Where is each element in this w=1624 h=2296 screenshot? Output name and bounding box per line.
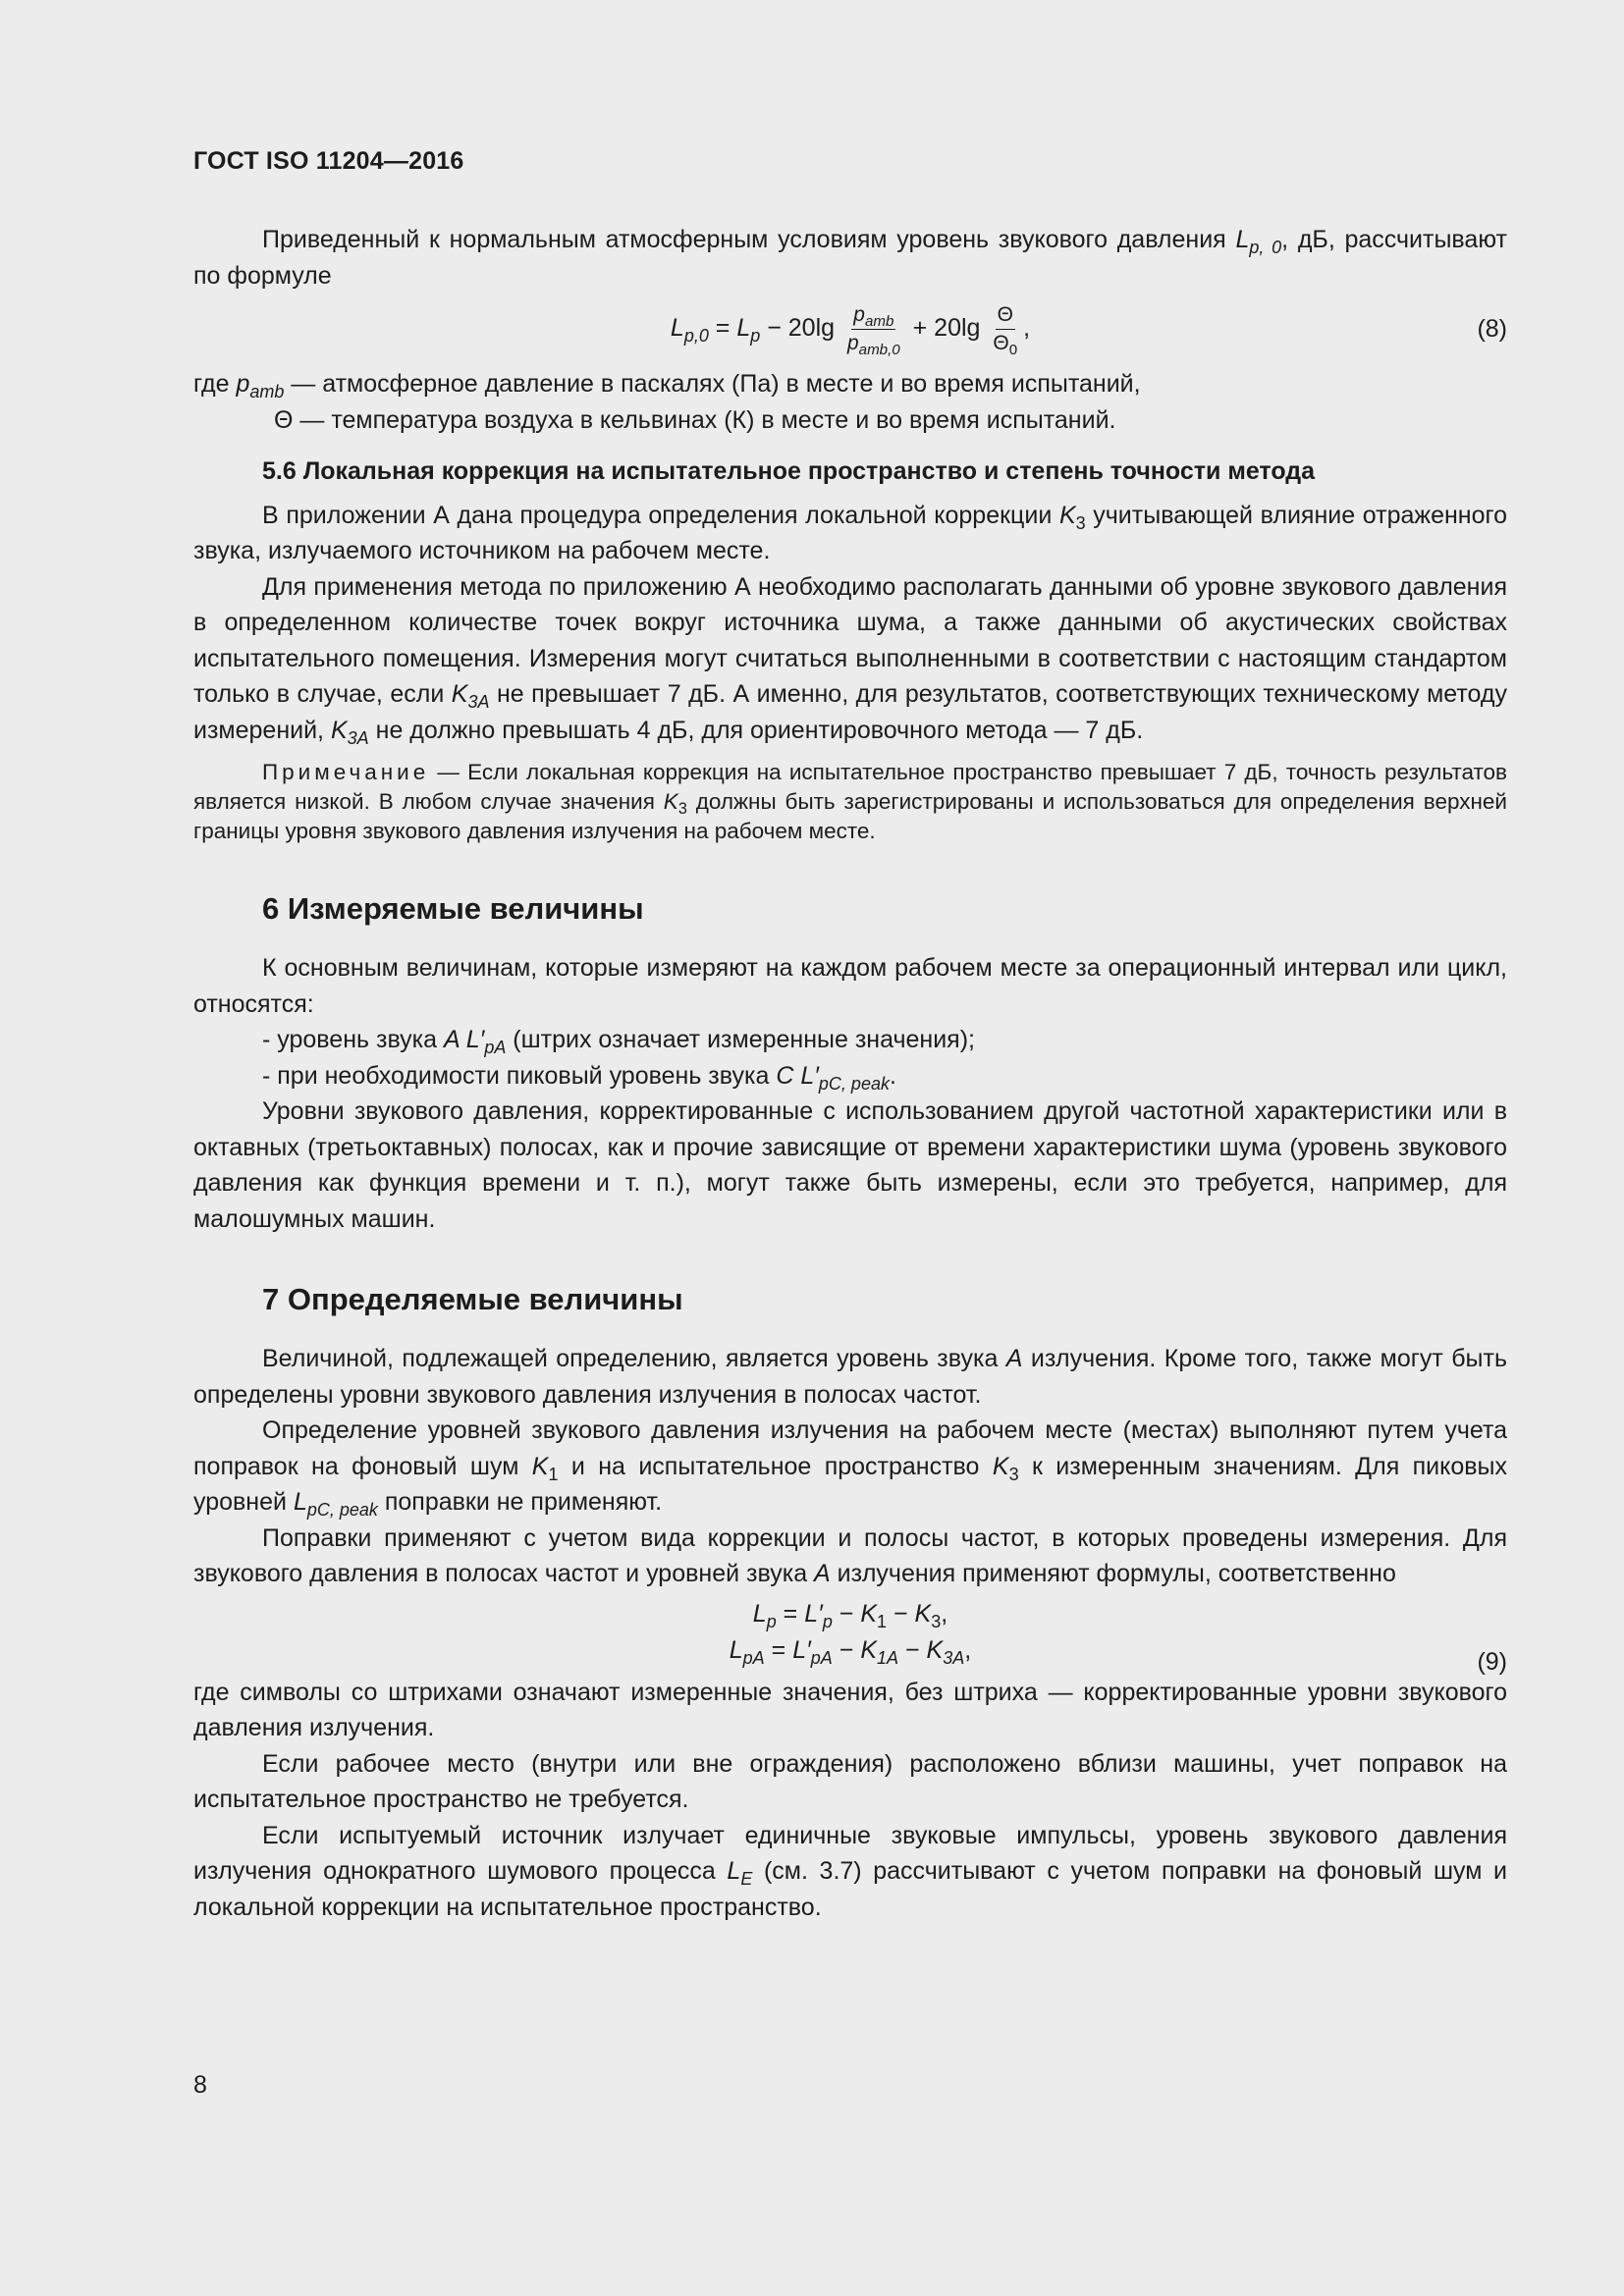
formula-number-8: (8): [1477, 314, 1507, 343]
page-content: [193, 222, 1507, 1925]
paragraph-7-where: где символы со штрихами означают измеренные значения, без штриха — корректированные уровни звукового давления излучения.: [193, 1678, 1507, 1741]
paragraph-5-6-1: В приложении А дана процедура определения локальной коррекции $K_3$ учитывающей влияние отраженного звука, излучаемого источником на рабочем месте.: [193, 501, 1507, 564]
list-item: - уровень звука A $L'_{pA}$ (штрих означает измеренные значения);: [262, 1026, 975, 1057]
where-pamb: где $p_{amb}$ — атмосферное давление в паскалях (Па) в месте и во время испытаний,: [193, 370, 1141, 401]
paragraph-7-1: Величиной, подлежащей определению, является уровень звука A излучения. Кроме того, также могут быть определены уровни звукового давления излучения в полосах частот.: [193, 1345, 1507, 1409]
document-header: ГОСТ ISO 11204—2016: [193, 147, 464, 175]
paragraph-6-intro: К основным величинам, которые измеряют на каждом рабочем месте за операционный интервал или цикл, относятся:: [193, 954, 1507, 1018]
note-label: Примечание: [262, 760, 430, 784]
page-number: 8: [193, 2071, 207, 2099]
paragraph-6-after: Уровни звукового давления, корректированные с использованием другой частотной характеристики или в октавных (третьоктавных) полосах, как и прочие зависящие от времени характеристики шума (уровень звукового давления как функция времени и т. п.), могут также быть измерены, если это требуется, например, для малошумных машин.: [193, 1097, 1507, 1233]
note-5-6: Примечание — Если локальная коррекция на испытательное пространство превышает 7 дБ, точность результатов является низкой. В любом случае значения $K_3$ должны быть зарегистрированы и использоваться для определения верхней границы уровня звукового давления излучения на рабочем месте.: [193, 760, 1507, 843]
formula-9-line-2: $L_{pA} = L'_{pA} - K_{1A} - K_{3A}$, (9): [193, 1632, 1507, 1669]
formula-9-line-1: $L_p = L'_p - K_1 - K_3$,: [752, 1599, 948, 1631]
section-7-title: 7 Определяемые величины: [262, 1282, 683, 1316]
paragraph-7-3: Поправки применяют с учетом вида коррекции и полосы частот, в которых проведены измерения. Для звукового давления в полосах частот и уровней звука A излучения применяют формулы, соответственно: [193, 1523, 1507, 1587]
paragraph-7-5: Если испытуемый источник излучает единичные звуковые импульсы, уровень звукового давления излучения однократного шумового процесса $L_E$ (см. 3.7) рассчитывают с учетом поправки на фоновый шум и локальной коррекции на испытательное пространство.: [193, 1821, 1507, 1921]
formula-8: [193, 295, 1507, 362]
formula-number-9: (9): [1477, 1647, 1507, 1676]
section-6-title: 6 Измеряемые величины: [262, 891, 644, 926]
paragraph-7-4: Если рабочее место (внутри или вне ограждения) расположено вблизи машины, учет поправок на испытательное пространство не требуется.: [193, 1749, 1507, 1813]
paragraph-5-6-2: Для применения метода по приложению А необходимо располагать данными об уровне звукового давления в определенном количестве точек вокруг источника шума, а также данными об акустических свойствах испытательного помещения. Измерения могут считаться выполненными в соответствии с настоящим стандартом только в случае, если $K_{3A}$ не превышает 7 дБ. А именно, для результатов, соответствующих техническому методу измерений, $K_{3A}$ не должно превышать 4 дБ, для ориентировочного метода — 7 дБ.: [193, 572, 1507, 748]
paragraph-intro: Приведенный к нормальным атмосферным условиям уровень звукового давления $L_{p, 0}$, дБ, рассчитывают по формуле: [193, 226, 1507, 290]
formula-8-body: $L_{p,0} = L_p - 20\lg$ $\frac{p_{amb}}{p_{amb,0}}$ + 20lg $\frac{\Theta}{\Theta_0}$ ,: [670, 302, 1031, 358]
formula-9: [193, 1596, 1507, 1676]
fraction-temperature: $\frac{\Theta}{\Theta_0}$: [993, 302, 1018, 358]
list-item: - при необходимости пиковый уровень звука C $L'_{pC, peak}$.: [262, 1061, 896, 1094]
fraction-pressure: $\frac{p_{amb}}{p_{amb,0}}$: [846, 302, 900, 358]
subsection-5-6-title: 5.6 Локальная коррекция на испытательное пространство и степень точности метода: [262, 457, 1316, 485]
paragraph-7-2: Определение уровней звукового давления излучения на рабочем месте (местах) выполняют путем учета поправок на фоновый шум $K_1$ и на испытательное пространство $K_3$ к измеренным значениям. Для пиковых уровней $L_{pC, peak}$ поправки не применяют.: [193, 1416, 1508, 1520]
where-theta: Θ — температура воздуха в кельвинах (К) в месте и во время испытаний.: [274, 405, 1116, 434]
